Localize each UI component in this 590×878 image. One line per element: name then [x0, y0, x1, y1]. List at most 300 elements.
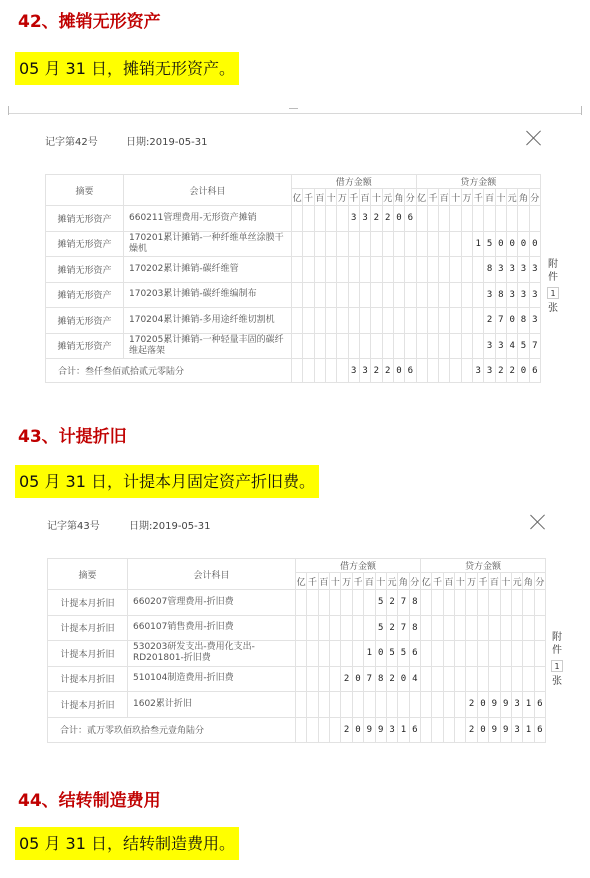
debit-digit: 7	[398, 590, 409, 616]
credit-digit	[439, 206, 450, 232]
credit-digit: 3	[518, 282, 529, 308]
debit-digit: 5	[386, 641, 397, 667]
total-credit-digit: 0	[477, 717, 488, 742]
debit-digit: 8	[409, 590, 420, 616]
credit-digit: 0	[477, 692, 488, 718]
debit-digit	[330, 590, 341, 616]
digit-unit: 万	[461, 189, 472, 206]
debit-digit	[348, 231, 359, 257]
header-summary: 摘要	[46, 175, 124, 206]
debit-digit	[341, 590, 352, 616]
voucher-date: 日期:2019-05-31	[126, 137, 208, 148]
table-row	[48, 666, 546, 692]
entry-account: 660211管理费用-无形资产摊销	[124, 206, 292, 232]
credit-digit	[461, 206, 472, 232]
total-credit-digit: 2	[466, 717, 477, 742]
debit-digit	[348, 257, 359, 283]
total-credit-digit: 9	[500, 717, 511, 742]
credit-digit: 3	[518, 257, 529, 283]
total-debit-digit: 6	[409, 717, 420, 742]
total-debit-digit	[318, 717, 329, 742]
credit-digit	[439, 282, 450, 308]
debit-digit	[364, 615, 375, 641]
debit-digit	[292, 308, 303, 334]
debit-digit	[371, 333, 382, 359]
debit-digit	[352, 692, 363, 718]
debit-digit: 8	[375, 666, 386, 692]
debit-digit	[292, 206, 303, 232]
debit-digit	[303, 257, 314, 283]
table-row	[46, 308, 541, 334]
total-credit-digit: 3	[473, 359, 484, 383]
debit-digit	[307, 590, 318, 616]
credit-digit	[439, 231, 450, 257]
debit-digit	[371, 231, 382, 257]
table-row	[46, 206, 541, 232]
total-debit-digit: 2	[341, 717, 352, 742]
digit-unit: 百	[359, 189, 370, 206]
entry-account: 170203累计摊销-碳纤维编制布	[124, 282, 292, 308]
entry-summary: 计提本月折旧	[48, 692, 128, 718]
debit-digit: 0	[375, 641, 386, 667]
debit-digit	[359, 282, 370, 308]
debit-digit: 5	[375, 590, 386, 616]
digit-unit: 万	[337, 189, 348, 206]
debit-digit	[348, 333, 359, 359]
digit-unit: 亿	[292, 189, 303, 206]
credit-digit	[511, 615, 522, 641]
credit-digit: 9	[489, 692, 500, 718]
debit-digit: 2	[386, 666, 397, 692]
table-header-row	[48, 559, 546, 573]
total-debit-digit	[337, 359, 348, 383]
credit-digit: 3	[495, 333, 506, 359]
debit-digit: 0	[398, 666, 409, 692]
table-row	[46, 257, 541, 283]
credit-digit	[455, 641, 466, 667]
credit-digit	[450, 308, 461, 334]
entry-summary: 摊销无形资产	[46, 333, 124, 359]
credit-digit	[455, 615, 466, 641]
credit-digit	[443, 641, 454, 667]
debit-digit: 2	[382, 206, 393, 232]
section-note-44: 05 月 31 日，结转制造费用。	[15, 827, 239, 860]
credit-digit	[416, 282, 427, 308]
debit-digit	[337, 282, 348, 308]
total-debit-digit	[314, 359, 325, 383]
credit-digit: 8	[484, 257, 495, 283]
debit-digit	[405, 231, 416, 257]
entry-account: 170205累计摊销-一种轻量丰固的碳纤维起落架	[124, 333, 292, 359]
total-credit-digit	[450, 359, 461, 383]
debit-digit	[314, 206, 325, 232]
debit-digit: 7	[398, 615, 409, 641]
entry-account: 1602累计折旧	[128, 692, 296, 718]
credit-digit	[523, 666, 534, 692]
credit-digit: 3	[511, 692, 522, 718]
credit-digit	[432, 692, 443, 718]
debit-digit	[296, 692, 307, 718]
digit-unit: 角	[523, 573, 534, 590]
section-heading-44: 44、结转制造费用	[18, 791, 161, 811]
total-debit-digit: 3	[348, 359, 359, 383]
section-note-43: 05 月 31 日，计提本月固定资产折旧费。	[15, 465, 319, 498]
credit-digit	[432, 615, 443, 641]
digit-unit: 千	[432, 573, 443, 590]
debit-digit: 1	[364, 641, 375, 667]
credit-digit: 0	[495, 231, 506, 257]
credit-digit: 9	[500, 692, 511, 718]
digit-unit: 亿	[421, 573, 432, 590]
total-row	[46, 359, 541, 383]
debit-digit	[398, 692, 409, 718]
credit-digit	[500, 615, 511, 641]
total-credit-digit: 3	[484, 359, 495, 383]
debit-digit	[341, 641, 352, 667]
digit-unit: 角	[393, 189, 404, 206]
credit-digit	[432, 666, 443, 692]
table-row	[46, 282, 541, 308]
debit-digit: 8	[409, 615, 420, 641]
credit-digit	[416, 308, 427, 334]
digit-unit: 十	[371, 189, 382, 206]
total-credit-digit: 3	[511, 717, 522, 742]
total-credit-digit	[461, 359, 472, 383]
credit-digit	[421, 590, 432, 616]
divider-mark-center	[289, 108, 298, 109]
credit-digit	[477, 615, 488, 641]
total-debit-digit	[330, 717, 341, 742]
debit-digit: 0	[352, 666, 363, 692]
credit-digit	[500, 641, 511, 667]
digit-unit: 亿	[416, 189, 427, 206]
credit-digit: 8	[495, 282, 506, 308]
entry-summary: 计提本月折旧	[48, 590, 128, 616]
debit-digit	[318, 692, 329, 718]
digit-unit: 分	[405, 189, 416, 206]
entry-summary: 摊销无形资产	[46, 231, 124, 257]
total-label: 合计：贰万零玖佰玖拾叁元壹角陆分	[48, 717, 296, 742]
digit-unit: 万	[341, 573, 352, 590]
close-icon[interactable]	[526, 130, 542, 146]
credit-digit: 2	[466, 692, 477, 718]
total-debit-digit	[325, 359, 336, 383]
debit-digit	[314, 231, 325, 257]
credit-digit	[450, 257, 461, 283]
total-debit-digit: 0	[352, 717, 363, 742]
total-debit-digit: 2	[371, 359, 382, 383]
voucher-number: 记字第43号	[47, 521, 100, 532]
debit-digit: 3	[348, 206, 359, 232]
digit-unit: 十	[330, 573, 341, 590]
digit-unit: 千	[477, 573, 488, 590]
debit-digit	[303, 333, 314, 359]
total-debit-digit	[303, 359, 314, 383]
debit-digit	[337, 206, 348, 232]
credit-digit	[511, 666, 522, 692]
debit-digit	[382, 231, 393, 257]
divider-mark-right	[581, 106, 582, 115]
close-icon[interactable]	[530, 514, 546, 530]
credit-digit	[473, 257, 484, 283]
debit-digit	[382, 282, 393, 308]
table-row	[48, 692, 546, 718]
debit-digit	[307, 692, 318, 718]
debit-digit	[348, 308, 359, 334]
entry-summary: 计提本月折旧	[48, 666, 128, 692]
credit-digit	[427, 206, 438, 232]
table-header-row	[46, 175, 541, 189]
digit-unit: 千	[473, 189, 484, 206]
header-credit: 贷方金额	[416, 175, 541, 189]
credit-digit	[439, 333, 450, 359]
voucher-table	[47, 558, 546, 743]
debit-digit	[325, 206, 336, 232]
debit-digit	[348, 282, 359, 308]
debit-digit	[341, 692, 352, 718]
credit-digit	[443, 590, 454, 616]
credit-digit	[466, 590, 477, 616]
voucher-table	[45, 174, 541, 383]
credit-digit: 0	[507, 231, 518, 257]
total-credit-digit: 1	[523, 717, 534, 742]
total-credit-digit: 9	[489, 717, 500, 742]
credit-digit: 1	[523, 692, 534, 718]
debit-digit: 3	[359, 206, 370, 232]
credit-digit	[427, 333, 438, 359]
debit-digit	[318, 641, 329, 667]
credit-digit	[473, 333, 484, 359]
header-debit: 借方金额	[292, 175, 417, 189]
credit-digit	[534, 666, 545, 692]
credit-digit	[439, 308, 450, 334]
section-heading-43: 43、计提折旧	[18, 427, 127, 447]
credit-digit	[432, 590, 443, 616]
header-debit: 借方金额	[296, 559, 421, 573]
debit-digit	[393, 231, 404, 257]
total-credit-digit	[432, 717, 443, 742]
debit-digit: 0	[393, 206, 404, 232]
credit-digit	[450, 282, 461, 308]
debit-digit	[337, 257, 348, 283]
digit-unit: 十	[450, 189, 461, 206]
credit-digit	[477, 666, 488, 692]
digit-unit: 十	[495, 189, 506, 206]
debit-digit: 5	[398, 641, 409, 667]
entry-account: 530203研发支出-费用化支出-RD201801-折旧费	[128, 641, 296, 667]
credit-digit	[416, 206, 427, 232]
page-divider	[8, 113, 582, 114]
section-heading-42: 42、摊销无形资产	[18, 12, 161, 32]
credit-digit: 3	[495, 257, 506, 283]
debit-digit	[382, 257, 393, 283]
entry-summary: 摊销无形资产	[46, 308, 124, 334]
digit-unit: 亿	[296, 573, 307, 590]
credit-digit	[416, 257, 427, 283]
credit-digit: 0	[507, 308, 518, 334]
credit-digit: 3	[507, 282, 518, 308]
debit-digit	[371, 308, 382, 334]
total-debit-digit: 2	[382, 359, 393, 383]
debit-digit	[318, 666, 329, 692]
digit-unit: 十	[375, 573, 386, 590]
credit-digit: 2	[484, 308, 495, 334]
credit-digit	[523, 590, 534, 616]
total-debit-digit	[292, 359, 303, 383]
entry-account: 170201累计摊销-一种纤维单丝涂膜干燥机	[124, 231, 292, 257]
total-debit-digit: 1	[398, 717, 409, 742]
credit-digit	[455, 666, 466, 692]
credit-digit	[461, 282, 472, 308]
debit-digit	[292, 257, 303, 283]
digit-unit: 百	[443, 573, 454, 590]
debit-digit	[296, 615, 307, 641]
digit-unit: 百	[489, 573, 500, 590]
credit-digit	[473, 206, 484, 232]
digit-unit: 千	[303, 189, 314, 206]
credit-digit	[450, 333, 461, 359]
digit-unit: 百	[318, 573, 329, 590]
debit-digit	[307, 615, 318, 641]
credit-digit	[439, 257, 450, 283]
debit-digit	[352, 615, 363, 641]
credit-digit	[473, 308, 484, 334]
digit-unit: 千	[348, 189, 359, 206]
header-summary: 摘要	[48, 559, 128, 590]
credit-digit	[473, 282, 484, 308]
credit-digit	[443, 666, 454, 692]
total-credit-digit	[416, 359, 427, 383]
digit-unit: 百	[439, 189, 450, 206]
credit-digit	[427, 308, 438, 334]
debit-digit: 6	[409, 641, 420, 667]
credit-digit	[450, 231, 461, 257]
debit-digit	[386, 692, 397, 718]
credit-digit	[518, 206, 529, 232]
debit-digit	[303, 206, 314, 232]
entry-summary: 摊销无形资产	[46, 206, 124, 232]
total-credit-digit	[427, 359, 438, 383]
digit-unit: 十	[455, 573, 466, 590]
credit-digit: 7	[529, 333, 540, 359]
credit-digit	[427, 257, 438, 283]
digit-unit: 元	[511, 573, 522, 590]
total-credit-digit: 2	[495, 359, 506, 383]
debit-digit	[352, 590, 363, 616]
header-account: 会计科目	[128, 559, 296, 590]
total-credit-digit	[439, 359, 450, 383]
debit-digit	[337, 308, 348, 334]
debit-digit	[375, 692, 386, 718]
credit-digit	[507, 206, 518, 232]
digit-unit: 分	[409, 573, 420, 590]
voucher-number: 记字第42号	[45, 137, 98, 148]
debit-digit	[325, 282, 336, 308]
digit-unit: 万	[466, 573, 477, 590]
debit-digit	[318, 590, 329, 616]
table-row	[48, 615, 546, 641]
credit-digit	[455, 590, 466, 616]
digit-unit: 百	[314, 189, 325, 206]
debit-digit	[364, 590, 375, 616]
credit-digit	[461, 231, 472, 257]
digit-unit: 分	[529, 189, 540, 206]
credit-digit	[466, 615, 477, 641]
table-row	[48, 590, 546, 616]
debit-digit	[371, 257, 382, 283]
table-row	[46, 231, 541, 257]
credit-digit	[455, 692, 466, 718]
credit-digit	[427, 231, 438, 257]
debit-digit	[405, 257, 416, 283]
digit-unit: 角	[518, 189, 529, 206]
debit-digit	[325, 333, 336, 359]
debit-digit	[393, 257, 404, 283]
debit-digit	[393, 333, 404, 359]
credit-digit	[489, 590, 500, 616]
debit-digit	[330, 666, 341, 692]
debit-digit	[314, 308, 325, 334]
debit-digit	[337, 333, 348, 359]
entry-account: 510104制造费用-折旧费	[128, 666, 296, 692]
credit-digit	[421, 615, 432, 641]
divider-mark-left	[8, 106, 9, 115]
credit-digit	[489, 641, 500, 667]
credit-digit: 1	[473, 231, 484, 257]
credit-digit	[534, 615, 545, 641]
total-row	[48, 717, 546, 742]
credit-digit	[443, 615, 454, 641]
total-debit-digit: 9	[375, 717, 386, 742]
credit-digit: 3	[529, 282, 540, 308]
credit-digit	[489, 666, 500, 692]
credit-digit	[484, 206, 495, 232]
header-account: 会计科目	[124, 175, 292, 206]
total-credit-digit: 2	[507, 359, 518, 383]
digit-unit: 元	[507, 189, 518, 206]
total-credit-digit	[421, 717, 432, 742]
debit-digit: 6	[405, 206, 416, 232]
credit-digit: 8	[518, 308, 529, 334]
debit-digit: 2	[371, 206, 382, 232]
debit-digit	[359, 308, 370, 334]
table-row	[46, 333, 541, 359]
debit-digit: 2	[386, 615, 397, 641]
credit-digit	[500, 590, 511, 616]
credit-digit: 4	[507, 333, 518, 359]
credit-digit	[450, 206, 461, 232]
credit-digit: 6	[534, 692, 545, 718]
digit-unit: 分	[534, 573, 545, 590]
entry-summary: 摊销无形资产	[46, 282, 124, 308]
credit-digit	[421, 641, 432, 667]
debit-digit	[303, 282, 314, 308]
credit-digit: 5	[518, 333, 529, 359]
debit-digit: 5	[375, 615, 386, 641]
entry-account: 170204累计摊销-多用途纤维切割机	[124, 308, 292, 334]
total-credit-digit: 6	[529, 359, 540, 383]
credit-digit	[529, 206, 540, 232]
debit-digit	[393, 282, 404, 308]
debit-digit	[359, 333, 370, 359]
digit-unit: 十	[325, 189, 336, 206]
credit-digit	[523, 641, 534, 667]
credit-digit	[443, 692, 454, 718]
debit-digit: 2	[386, 590, 397, 616]
credit-digit	[421, 692, 432, 718]
credit-digit	[523, 615, 534, 641]
digit-unit: 十	[500, 573, 511, 590]
